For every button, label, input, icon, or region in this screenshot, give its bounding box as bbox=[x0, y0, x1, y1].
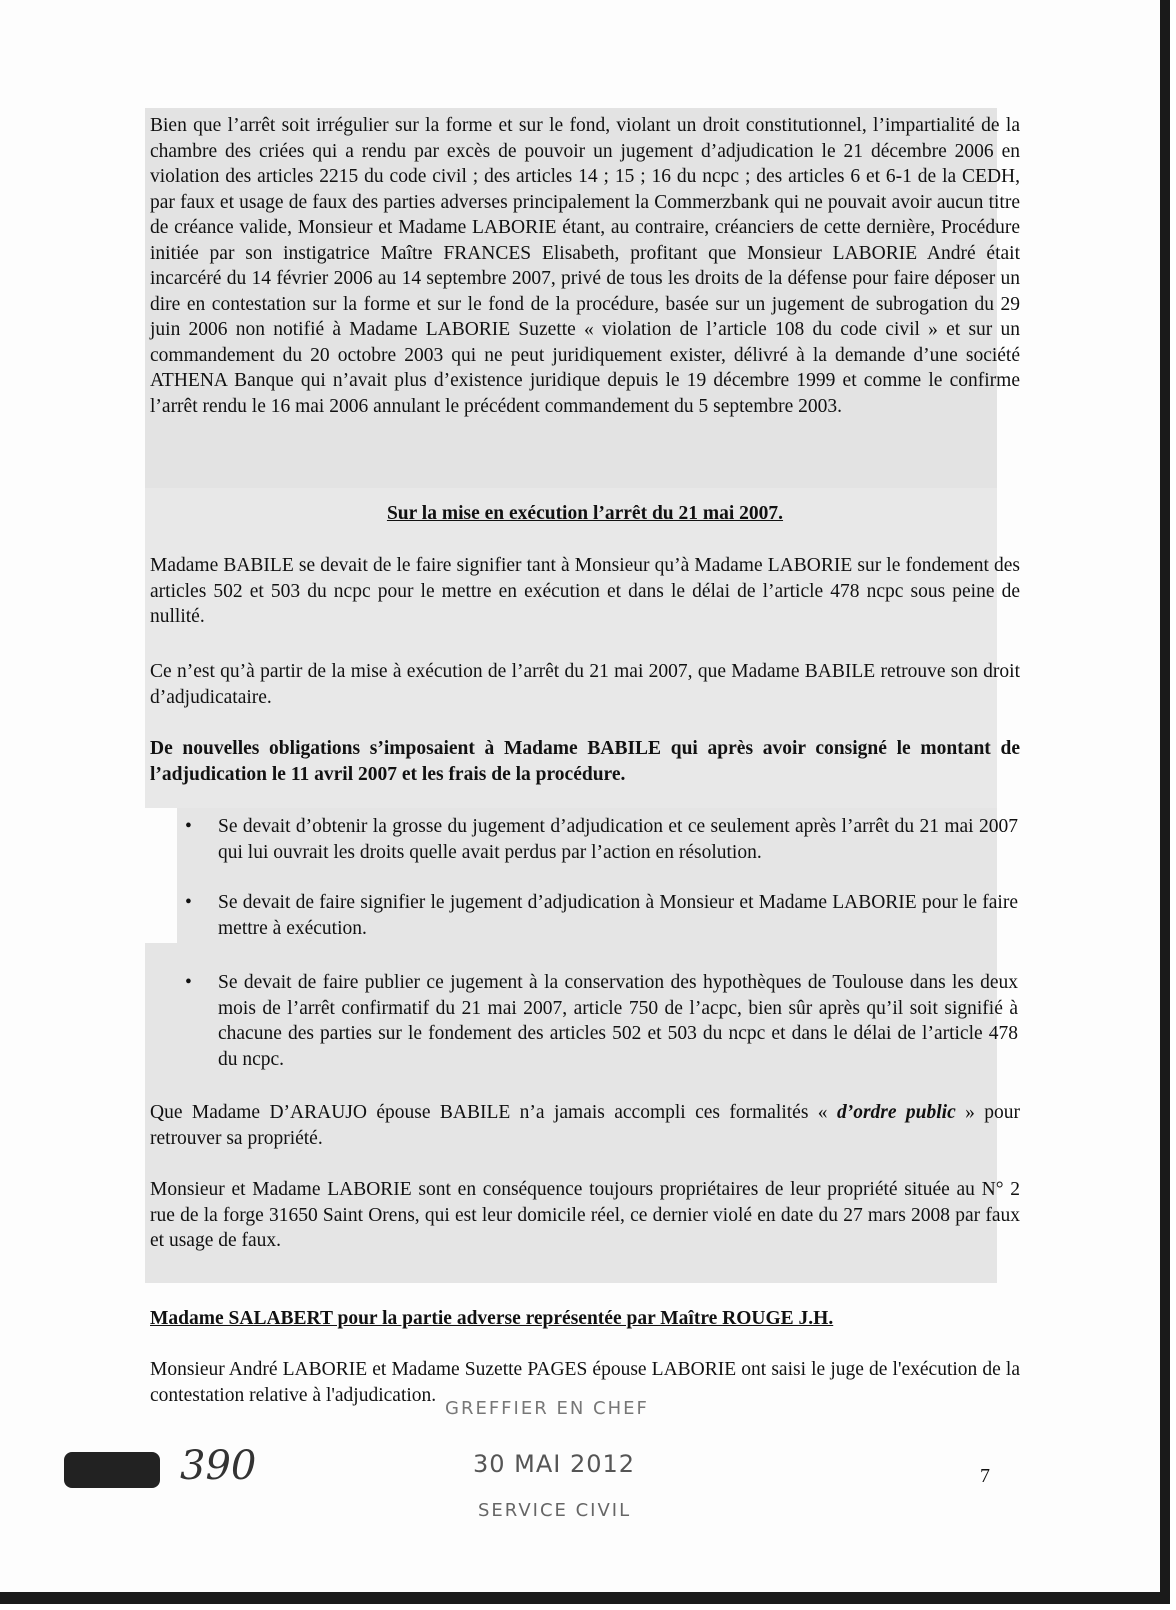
list-item-text: Se devait de faire publier ce jugement à la conservation des hypothèques de Toulouse dans les deux mois de l’arrêt confirmatif du 21 mai 2007, article 750 de l’acpc, bien sûr après qu’il soit signifié à chacune des parties sur le fondement des articles 502 et 503 du ncpc et dans le délai de l’article 478 du ncpc. bbox=[218, 972, 1018, 1070]
paragraph-5-start: Que Madame D’ARAUJO épouse BABILE n’a jamais accompli ces formalités « bbox=[150, 1102, 828, 1123]
paragraph-3: Ce n’est qu’à partir de la mise à exécution de l’arrêt du 21 mai 2007, que Madame BABILE retrouve son droit d’adjudicataire. bbox=[150, 661, 1020, 708]
section-heading-execution: Sur la mise en exécution l’arrêt du 21 mai 2007. bbox=[386, 503, 784, 524]
paragraph-6: Monsieur et Madame LABORIE sont en conséquence toujours propriétaires de leur propriété située au N° 2 rue de la forge 31650 Saint Orens, qui est leur domicile réel, ce dernier violé en date du 27 mars 2008 par faux et usage de faux. bbox=[150, 1179, 1020, 1251]
bullet-margin-white-2 bbox=[145, 888, 177, 943]
bullet-margin-white-1 bbox=[145, 808, 177, 888]
list-item-text: Se devait de faire signifier le jugement d’adjudication à Monsieur et Madame LABORIE pour le faire mettre à exécution. bbox=[218, 892, 1018, 939]
page-number: 7 bbox=[980, 1465, 990, 1487]
paragraph-5-end: » pour retrouver sa propriété. bbox=[150, 1102, 1021, 1149]
paragraph-2: Madame BABILE se devait de le faire signifier tant à Monsieur qu’à Madame LABORIE sur le fondement des articles 502 et 503 du ncpc pour le mettre en exécution et dans le délai de l’article 478 ncpc sous peine de nullité. bbox=[150, 555, 1020, 627]
list-item-text: Se devait d’obtenir la grosse du jugement d’adjudication et ce seulement après l’arrêt du 21 mai 2007 qui lui ouvrait les droits quelle avait perdus par l’action en résolution. bbox=[218, 816, 1018, 863]
paragraph-7: Monsieur André LABORIE et Madame Suzette PAGES épouse LABORIE ont saisi le juge de l'exécution de la contestation relative à l'adjudication. bbox=[150, 1359, 1020, 1406]
stamp-date: 30 MAI 2012 bbox=[473, 1450, 636, 1478]
bullet-icon: • bbox=[185, 892, 192, 913]
handwritten-page-number: 390 bbox=[180, 1443, 257, 1489]
paragraph-5 bbox=[150, 1100, 1020, 1151]
bullet-icon: • bbox=[185, 972, 192, 993]
stamp-greffier: GREFFIER EN CHEF bbox=[445, 1398, 649, 1419]
stamp-service: SERVICE CIVIL bbox=[478, 1500, 632, 1521]
section-heading-salabert: Madame SALABERT pour la partie adverse représentée par Maître ROUGE J.H. bbox=[150, 1308, 834, 1329]
paragraph-1: Bien que l’arrêt soit irrégulier sur la forme et sur le fond, violant un droit constitutionnel, l’impartialité de la chambre des criées qui a rendu par excès de pouvoir un jugement d’adjudication le 21 décembre 2006 en violation des articles 2215 du code civil ; des articles 14 ; 15 ; 16 du ncpc ; des articles 6 et 6-1 de la CEDH, par faux et usage de faux des parties adverses principalement la Commerzbank qui ne pouvait avoir aucun titre de créance valide, Monsieur et Madame LABORIE étant, au contraire, créanciers de cette dernière, Procédure initiée par son instigatrice Maître FRANCES Elisabeth, profitant que Monsieur LABORIE André était incarcéré du 14 février 2006 au 14 septembre 2007, privé de tous les droits de la défense pour faire déposer un dire en contestation sur la forme et sur le fond de la procédure, basée sur un jugement de subrogation du 29 juin 2006 non notifié à Madame LABORIE Suzette « violation de l’article 108 du code civil » et sur un commandement du 20 octobre 2003 qui ne peut juridiquement exister, délivré à la demande d’une société ATHENA Banque qui n’avait plus d’existence juridique depuis le 19 décembre 1999 et comme le confirme l’arrêt rendu le 16 mai 2006 annulant le précédent commandement du 5 septembre 2003. bbox=[150, 115, 1020, 417]
bullet-icon: • bbox=[185, 816, 192, 837]
paragraph-5-emphasis: d’ordre public bbox=[836, 1102, 956, 1123]
ink-blot bbox=[64, 1452, 160, 1488]
paragraph-4-obligations: De nouvelles obligations s’imposaient à Madame BABILE qui après avoir consigné le montant de l’adjudication le 11 avril 2007 et les frais de la procédure. bbox=[150, 738, 1020, 785]
